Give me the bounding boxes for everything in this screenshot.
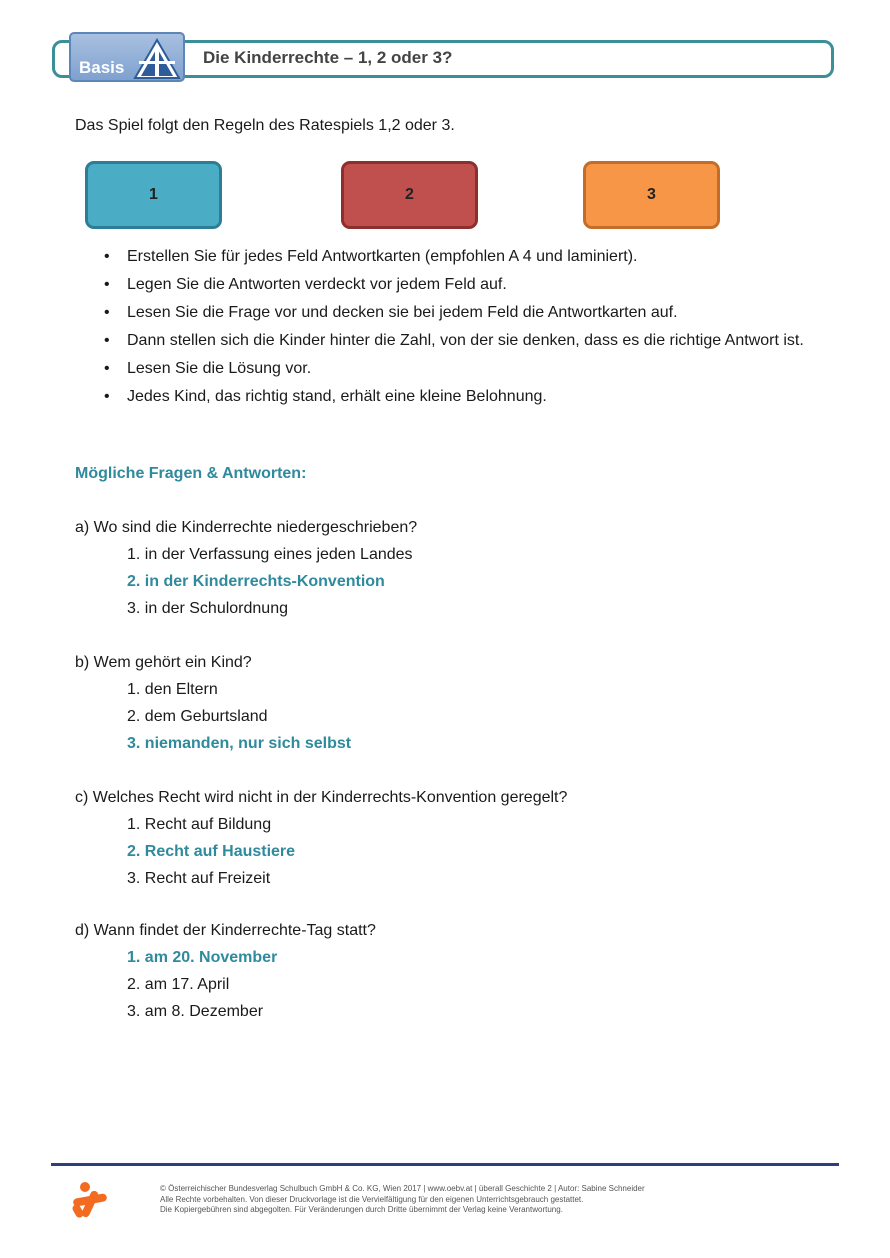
page-title: Die Kinderrechte – 1, 2 oder 3? bbox=[203, 48, 453, 67]
answer-option: 3. am 8. Dezember bbox=[127, 1003, 264, 1020]
logo-text: Basis bbox=[79, 58, 125, 77]
answer-box-label: 1 bbox=[149, 186, 158, 203]
answer-option: 1. Recht auf Bildung bbox=[127, 816, 272, 833]
footer-line: © Österreichischer Bundesverlag Schulbuch GmbH & Co. KG, Wien 2017 | www.oebv.at | überall Geschichte 2 | Autor: Sabine Schneider bbox=[160, 1184, 645, 1193]
triangle-logo-icon bbox=[131, 36, 183, 80]
rule-item: • Legen Sie die Antworten verdeckt vor jedem Feld auf. bbox=[104, 271, 824, 299]
answer-box-label: 2 bbox=[405, 186, 414, 203]
basis-logo bbox=[69, 32, 185, 82]
correct-answer: 3. niemanden, nur sich selbst bbox=[127, 735, 352, 752]
rule-item: • Dann stellen sich die Kinder hinter die Zahl, von der sie denken, dass es die richtige Antwort ist. bbox=[104, 327, 824, 355]
rules-list bbox=[104, 243, 824, 411]
answer-box-2 bbox=[341, 161, 478, 229]
answer-option: 1. den Eltern bbox=[127, 681, 218, 698]
answer-list bbox=[75, 811, 567, 892]
question-text: b) Wem gehört ein Kind? bbox=[75, 654, 252, 671]
rule-item: • Lesen Sie die Lösung vor. bbox=[104, 355, 824, 383]
answer-box-3 bbox=[583, 161, 720, 229]
answer-option: 2. dem Geburtsland bbox=[127, 708, 268, 725]
section-title: Mögliche Fragen & Antworten: bbox=[75, 465, 307, 482]
answer-box-1 bbox=[85, 161, 222, 229]
answer-option: 3. Recht auf Freizeit bbox=[127, 870, 271, 887]
answer-list bbox=[75, 676, 351, 757]
question-block-d bbox=[75, 917, 376, 1025]
answer-option: 2. am 17. April bbox=[127, 976, 230, 993]
answer-option: 3. in der Schulordnung bbox=[127, 600, 288, 617]
question-text: d) Wann findet der Kinderrechte-Tag statt? bbox=[75, 922, 376, 939]
answer-list bbox=[75, 944, 376, 1025]
correct-answer: 2. in der Kinderrechts-Konvention bbox=[127, 573, 385, 590]
footer-line: Alle Rechte vorbehalten. Von dieser Druckvorlage ist die Vervielfältigung für den eigenen Unterrichtsgebrauch gestattet. bbox=[160, 1194, 584, 1204]
question-text: c) Welches Recht wird nicht in der Kinderrechts-Konvention geregelt? bbox=[75, 789, 568, 806]
footer-copyright bbox=[160, 1184, 645, 1216]
correct-answer: 2. Recht auf Haustiere bbox=[127, 843, 296, 860]
intro-text: Das Spiel folgt den Regeln des Ratespiels 1,2 oder 3. bbox=[75, 117, 455, 134]
correct-answer: 1. am 20. November bbox=[127, 949, 278, 966]
rule-item: • Lesen Sie die Frage vor und decken sie bei jedem Feld die Antwortkarten auf. bbox=[104, 299, 824, 327]
rule-item: • Jedes Kind, das richtig stand, erhält eine kleine Belohnung. bbox=[104, 383, 824, 411]
answer-option: 1. in der Verfassung eines jeden Landes bbox=[127, 546, 413, 563]
question-text: a) Wo sind die Kinderrechte niedergeschrieben? bbox=[75, 519, 418, 536]
answer-box-label: 3 bbox=[647, 186, 656, 203]
publisher-logo-icon bbox=[70, 1180, 110, 1220]
question-block-b bbox=[75, 649, 351, 757]
question-block-a bbox=[75, 514, 417, 622]
answer-list bbox=[75, 541, 417, 622]
question-block-c bbox=[75, 784, 567, 892]
footer-divider bbox=[51, 1163, 839, 1166]
footer-line: Die Kopiergebühren sind abgegolten. Für Veränderungen durch Dritte übernimmt der Verlag keine Verantwortung. bbox=[160, 1205, 563, 1214]
rule-item: • Erstellen Sie für jedes Feld Antwortkarten (empfohlen A 4 und laminiert). bbox=[104, 243, 824, 271]
